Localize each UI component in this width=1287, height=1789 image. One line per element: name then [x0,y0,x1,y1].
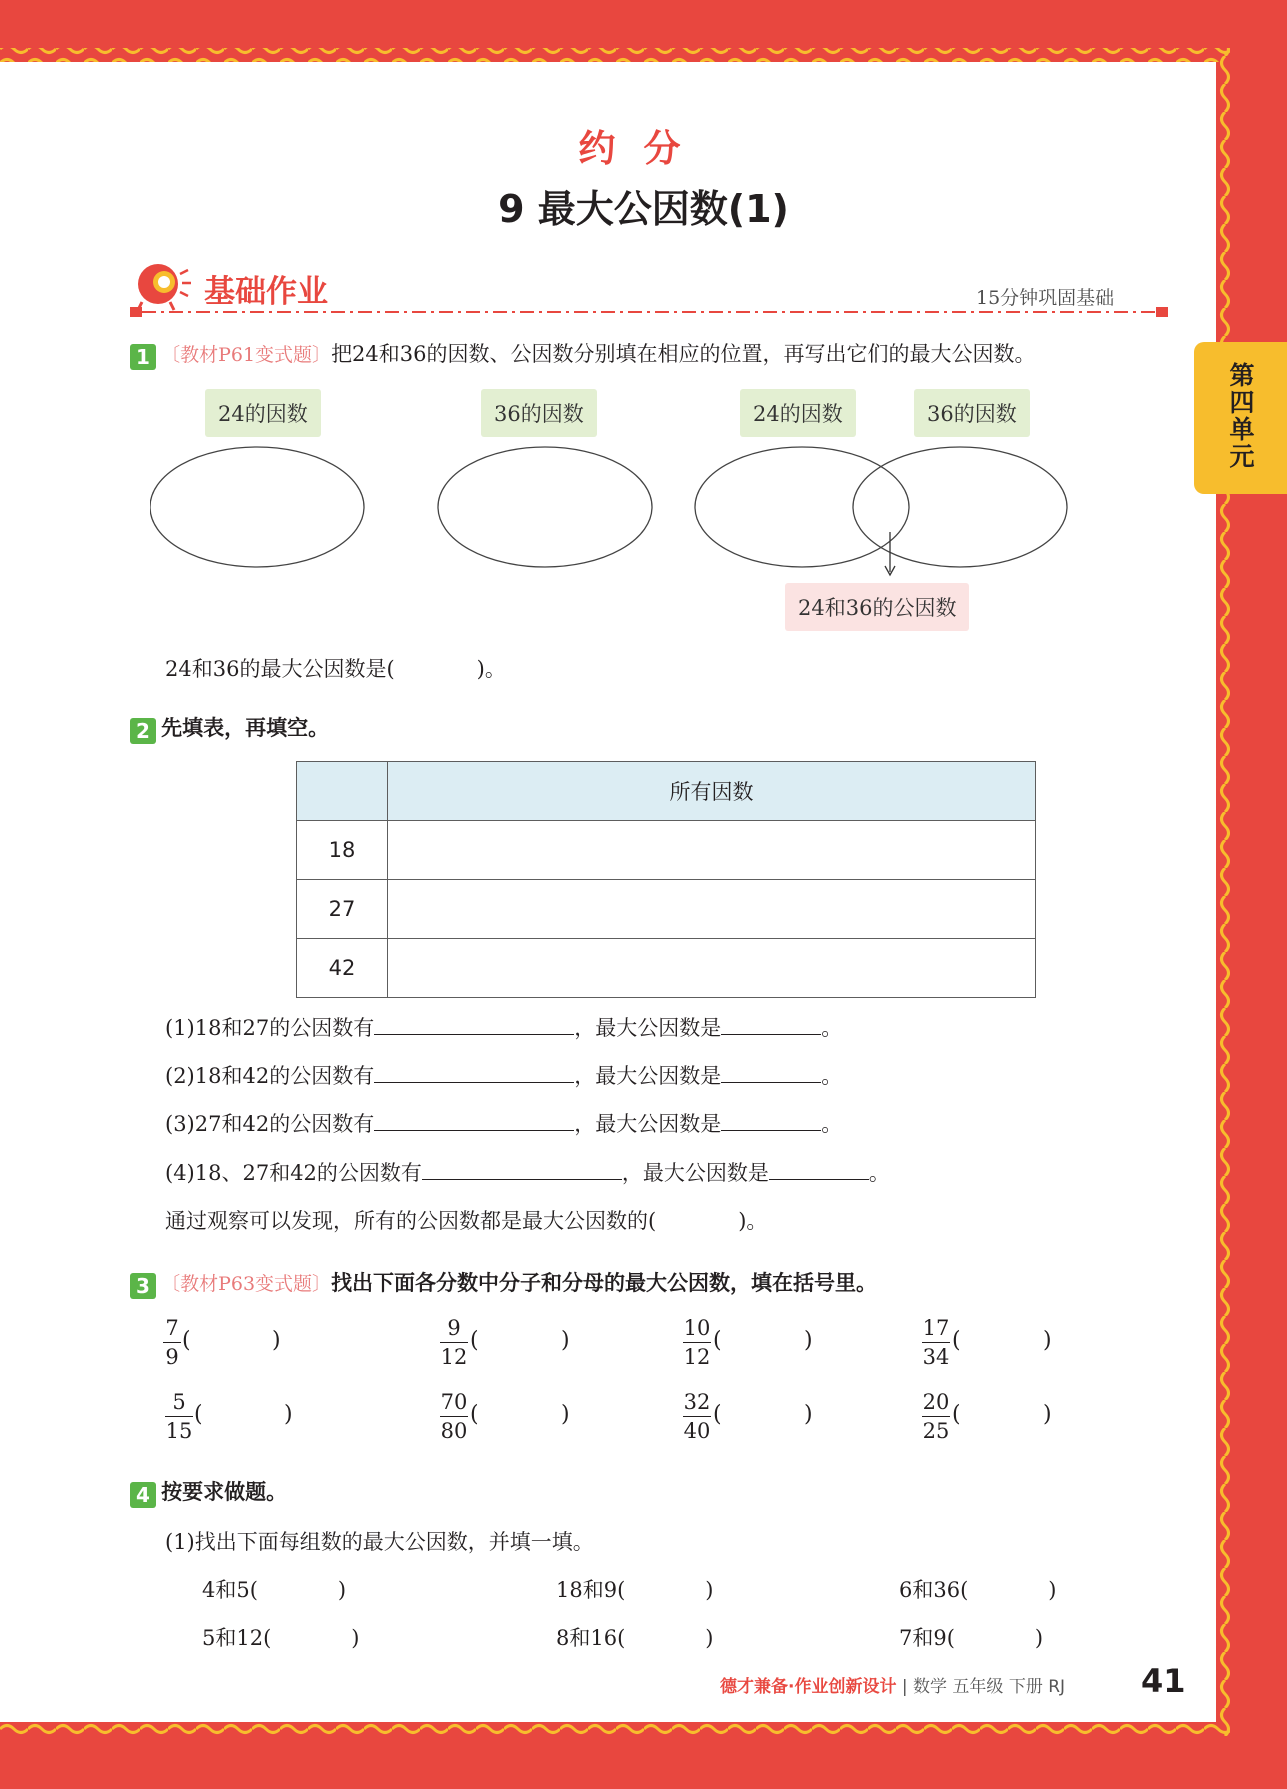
q2-heading [130,712,329,744]
q2-line-end: 。 [821,1112,843,1136]
close-paren[interactable]: ) [1043,1402,1052,1427]
q3-number: 3 [130,1273,156,1299]
q1-venn-36[interactable] [853,447,1067,567]
q4-pair-close: ) [705,1578,714,1602]
open-paren: ( [952,1402,961,1427]
table-row [297,880,1036,939]
table-answer-cell[interactable] [388,939,1036,998]
q4-text: 按要求做题。 [161,1480,288,1504]
section-title: 基础作业 [204,274,328,310]
fraction [440,1314,468,1371]
q1-label-36-factors: 36的因数 [481,389,597,437]
q4-sub1: (1)找出下面每组数的最大公因数，并填一填。 [165,1530,594,1554]
q2-line-mid: ，最大公因数是 [574,1064,722,1088]
q4-pair-close: ) [351,1626,360,1650]
table-answer-cell[interactable] [388,880,1036,939]
q2-line-mid: ，最大公因数是 [574,1112,722,1136]
q1-heading [130,338,1036,370]
table-answer-cell[interactable] [388,821,1036,880]
q1-label-24-factors: 24的因数 [205,389,321,437]
unit-tab-label: 第四单元 [1229,361,1255,471]
open-paren: ( [470,1328,479,1353]
fraction-denominator: 80 [440,1416,468,1445]
fraction-denominator: 25 [922,1416,950,1445]
q2-line-end: 。 [868,1161,890,1185]
page-number: 41 [1141,1662,1186,1700]
table-row-number: 18 [297,821,388,880]
close-paren[interactable]: ) [284,1402,293,1427]
close-paren[interactable]: ) [561,1328,570,1353]
q1-label-24-factors-venn: 24的因数 [740,389,856,437]
footer: 德才兼备·作业创新设计 | 数学 五年级 下册 RJ [720,1677,1066,1697]
q3-text: 找出下面各分数中分子和分母的最大公因数，填在括号里。 [331,1271,878,1295]
q4-pair-text: 18和9( [556,1578,626,1602]
fraction-numerator: 9 [447,1316,461,1340]
q4-pair-text: 6和36( [899,1578,969,1602]
fraction-numerator: 17 [922,1316,950,1340]
q4-heading [130,1476,287,1508]
q2-line-mid: ，最大公因数是 [621,1161,769,1185]
fraction-numerator: 5 [172,1390,186,1414]
open-paren: ( [182,1328,191,1353]
open-paren: ( [194,1402,203,1427]
q1-source: 〔教材P61变式题〕 [161,344,332,366]
q4-pair [556,1622,713,1652]
q2-line-prefix: (4)18、27和42的公因数有 [165,1161,422,1185]
q2-blank-common[interactable] [374,1060,574,1083]
q2-blank-common[interactable] [374,1108,574,1131]
q2-blank-gcd[interactable] [769,1157,869,1180]
q3-source: 〔教材P63变式题〕 [161,1273,332,1295]
q2-number: 2 [130,718,156,744]
open-paren: ( [952,1328,961,1353]
q1-common-label: 24和36的公因数 [785,583,969,631]
fraction [922,1314,950,1371]
section-note: 15分钟巩固基础 [976,287,1115,309]
q2-blank-gcd[interactable] [721,1108,821,1131]
q2-blank-gcd[interactable] [721,1012,821,1035]
q4-pair [899,1622,1043,1652]
close-paren[interactable]: ) [804,1402,813,1427]
q2-conclusion-end: )。 [738,1209,768,1233]
q4-number: 4 [130,1482,156,1508]
q2-line-1 [165,1012,842,1042]
q2-line-end: 。 [821,1016,843,1040]
q2-line-prefix: (2)18和42的公因数有 [165,1064,375,1088]
q4-pair-text: 4和5( [202,1578,258,1602]
q4-pair-close: ) [1048,1578,1057,1602]
fraction-denominator: 9 [163,1342,181,1371]
q1-ellipses [150,440,1080,580]
fraction-denominator: 12 [440,1342,468,1371]
q2-blank-common[interactable] [422,1157,622,1180]
q4-pair-text: 5和12( [202,1626,272,1650]
close-paren[interactable]: ) [1043,1328,1052,1353]
q2-text: 先填表，再填空。 [161,716,330,740]
q1-venn-24[interactable] [695,447,909,567]
q2-line-prefix: (1)18和27的公因数有 [165,1016,375,1040]
q4-pair [202,1574,346,1604]
q4-pair-close: ) [337,1578,347,1602]
q4-pair [556,1574,713,1604]
fraction-denominator: 15 [165,1416,193,1445]
fraction-numerator: 10 [683,1316,711,1340]
footer-brand: 德才兼备·作业创新设计 [720,1677,897,1697]
fraction [165,1388,193,1445]
fraction-denominator: 40 [683,1416,711,1445]
q2-conclusion [165,1205,767,1235]
fraction [683,1388,711,1445]
q2-conclusion-prefix: 通过观察可以发现，所有的公因数都是最大公因数的( [165,1209,657,1233]
table-row-number: 27 [297,880,388,939]
unit-tab[interactable] [1194,342,1287,494]
q2-line-2 [165,1060,842,1090]
table-corner [297,762,388,821]
q3-heading [130,1267,877,1299]
q2-line-4 [165,1157,890,1187]
q4-pair [899,1574,1056,1604]
factors-table [296,761,1036,998]
close-paren[interactable]: ) [804,1328,813,1353]
q1-text: 把24和36的因数、公因数分别填在相应的位置，再写出它们的最大公因数。 [331,342,1036,366]
q2-line-prefix: (3)27和42的公因数有 [165,1112,375,1136]
q1-answer-close: )。 [476,657,506,681]
q1-ellipse-24[interactable] [150,447,364,567]
fraction-numerator: 70 [440,1390,468,1414]
open-paren: ( [713,1402,722,1427]
q1-label-36-factors-venn: 36的因数 [914,389,1030,437]
q4-pair-close: ) [705,1626,714,1650]
q2-line-end: 。 [821,1064,843,1088]
q4-pair [202,1622,359,1652]
table-header-all-factors: 所有因数 [388,762,1036,821]
q1-ellipse-36[interactable] [438,447,652,567]
fraction-denominator: 12 [683,1342,711,1371]
q4-pair-close: ) [1034,1626,1044,1650]
q2-blank-common[interactable] [374,1012,574,1035]
q2-blank-gcd[interactable] [721,1060,821,1083]
fraction [163,1314,181,1371]
fraction-numerator: 20 [922,1390,950,1414]
q1-answer-line [165,653,506,683]
q4-pair-text: 7和9( [899,1626,955,1650]
q1-answer-prompt: 24和36的最大公因数是( [165,657,395,681]
q2-line-mid: ，最大公因数是 [574,1016,722,1040]
fraction-numerator: 7 [165,1316,179,1340]
fraction-numerator: 32 [683,1390,711,1414]
q1-number: 1 [130,344,156,370]
table-row [297,821,1036,880]
lesson-title: 9 最大公因数(1) [498,187,789,231]
q4-pair-text: 8和16( [556,1626,626,1650]
section-divider [130,305,1170,319]
open-paren: ( [470,1402,479,1427]
table-row-number: 42 [297,939,388,998]
close-paren[interactable]: ) [272,1328,281,1353]
fraction-denominator: 34 [922,1342,950,1371]
fraction [440,1388,468,1445]
fraction [922,1388,950,1445]
alarm-clock-icon [130,256,192,312]
chapter-title: 约分 [578,127,709,170]
fraction [683,1314,711,1371]
footer-info: 数学 五年级 下册 RJ [913,1677,1066,1697]
close-paren[interactable]: ) [561,1402,570,1427]
q2-line-3 [165,1108,842,1138]
table-row [297,939,1036,998]
open-paren: ( [713,1328,722,1353]
